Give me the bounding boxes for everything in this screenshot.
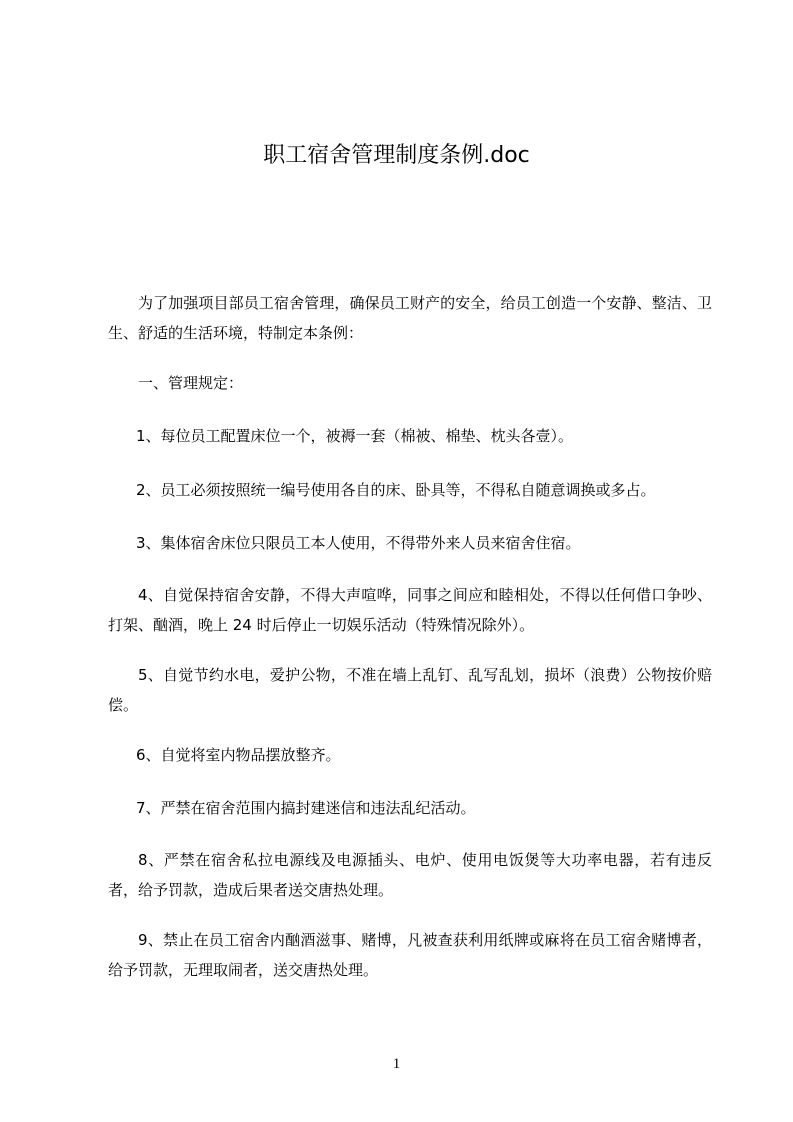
page-number: 1 — [392, 1056, 401, 1072]
rule-item: 1、每位员工配置床位一个，被褥一套（棉被、棉垫、枕头各壹）。 — [136, 427, 574, 445]
rule-item: 2、员工必须按照统一编号使用各自的床、卧具等，不得私自随意调换或多占。 — [136, 481, 656, 499]
rule-item: 3、集体宿舍床位只限员工本人使用，不得带外来人员来宿舍住宿。 — [136, 534, 581, 552]
section-heading: 一、管理规定： — [138, 374, 244, 392]
rule-item: 7、严禁在宿舍范围内搞封建迷信和违法乱纪活动。 — [136, 799, 476, 817]
document-title: 职工宿舍管理制度条例.doc — [263, 143, 530, 168]
rule-item: 6、自觉将室内物品摆放整齐。 — [136, 746, 341, 764]
rule-item: 9、禁止在员工宿舍内酗酒滋事、赌博，凡被查获利用纸牌或麻将在员工宿舍赌博者，给予罚款，无理取闹者，送交唐热处理。 — [108, 931, 712, 979]
rule-item: 5、自觉节约水电，爱护公物，不准在墙上乱钉、乱写乱划，损坏（浪费）公物按价赔偿。 — [108, 666, 712, 714]
intro-paragraph: 为了加强项目部员工宿舍管理，确保员工财产的安全，给员工创造一个安静、整洁、卫生、舒适的生活环境，特制定本条例： — [108, 294, 712, 342]
rule-item: 4、自觉保持宿舍安静，不得大声喧哗，同事之间应和睦相处，不得以任何借口争吵、打架、酗酒，晚上 24 时后停止一切娱乐活动（特殊情况除外）。 — [108, 586, 712, 634]
rule-item: 8、严禁在宿舍私拉电源线及电源插头、电炉、使用电饭煲等大功率电器，若有违反者，给予罚款，造成后果者送交唐热处理。 — [108, 851, 712, 899]
